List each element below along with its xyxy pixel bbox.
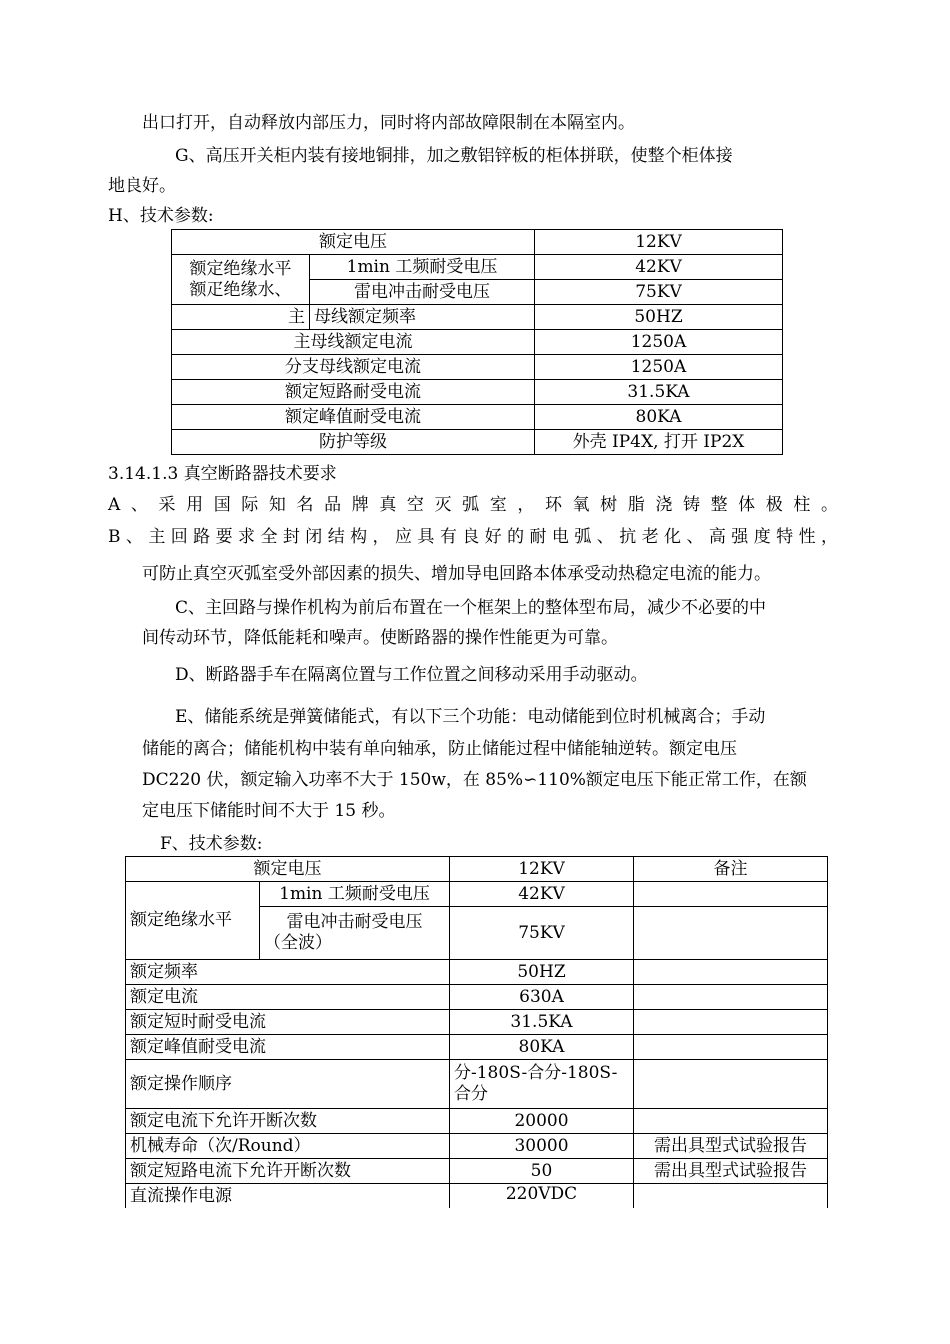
- table-cell: 42KV: [535, 255, 783, 280]
- paragraph-grounding-2: 地良好。: [108, 176, 176, 196]
- insulation-label-line1: 额定绝缘水平: [189, 258, 292, 279]
- table-row: [126, 1184, 828, 1209]
- heading-tech-params-h: H、技术参数:: [108, 206, 214, 226]
- table-cell: 备注: [634, 857, 828, 882]
- table-cell: [450, 1060, 634, 1109]
- table-row: [126, 985, 828, 1010]
- table-cell: 31.5KA: [535, 380, 783, 405]
- table-cell: 220VDC: [450, 1184, 634, 1209]
- table-cell: [634, 1010, 828, 1035]
- table-cell: 50HZ: [450, 960, 634, 985]
- table-cell: 额定电压: [172, 230, 535, 255]
- table-cell: 额定峰值耐受电流: [172, 405, 535, 430]
- table-cell: [634, 907, 828, 960]
- table-cell: 630A: [450, 985, 634, 1010]
- table-row: [172, 430, 783, 455]
- table-cell: [634, 882, 828, 907]
- table-cell: 50: [450, 1159, 634, 1184]
- table-cell: [634, 1109, 828, 1134]
- table-row: [126, 882, 828, 907]
- table-cell: 额定电流下允许开断次数: [126, 1109, 450, 1134]
- item-e-line1: E、储能系统是弹簧储能式，有以下三个功能：电动储能到位时机械离合；手动: [175, 707, 766, 727]
- table-cell: 额定绝缘水平: [126, 882, 260, 960]
- table-cell: 额定短路耐受电流: [172, 380, 535, 405]
- table-cell: 75KV: [450, 907, 634, 960]
- table-cell: [634, 960, 828, 985]
- table-cell: 分支母线额定电流: [172, 355, 535, 380]
- table-cell: 1250A: [535, 355, 783, 380]
- table-cell: [634, 1060, 828, 1109]
- paragraph-grounding-1: G、高压开关柜内装有接地铜排，加之敷铝锌板的柜体拼联，使整个柜体接: [175, 146, 733, 166]
- op-seq-line1: 分-180S-合分-180S-: [454, 1063, 618, 1083]
- table-cell: 80KA: [535, 405, 783, 430]
- table-row: [126, 1010, 828, 1035]
- table-cell: 直流操作电源: [126, 1184, 450, 1209]
- breaker-tech-table: [125, 856, 828, 1208]
- switchgear-tech-table: [171, 229, 783, 455]
- table-row: [172, 380, 783, 405]
- table-cell: [634, 1184, 828, 1209]
- table-cell: 外壳 IP4X, 打开 IP2X: [535, 430, 783, 455]
- item-d: D、断路器手车在隔离位置与工作位置之间移动采用手动驱动。: [175, 665, 648, 685]
- table-cell: 防护等级: [172, 430, 535, 455]
- table-cell: 雷电冲击耐受电压: [310, 280, 535, 305]
- table-row: [126, 1035, 828, 1060]
- table-row: [172, 230, 783, 255]
- table-cell: [634, 1035, 828, 1060]
- table-cell: 50HZ: [535, 305, 783, 330]
- table-cell: 额定电压: [126, 857, 450, 882]
- table-cell: 额定操作顺序: [126, 1060, 450, 1109]
- table-row: [172, 255, 783, 280]
- table-cell-insulation-label: [172, 255, 310, 305]
- table-row: [172, 330, 783, 355]
- table-row: [126, 1159, 828, 1184]
- table-row: [172, 405, 783, 430]
- table-row: [126, 857, 828, 882]
- item-a: A、采用国际知名品牌真空灭弧室，环氧树脂浇铸整体极柱。: [108, 495, 838, 515]
- item-e-line2: 储能的离合；储能机构中装有单向轴承，防止储能过程中储能轴逆转。额定电压: [142, 739, 737, 759]
- paragraph-pressure-release: 出口打开，自动释放内部压力，同时将内部故障限制在本隔室内。: [142, 113, 635, 133]
- table-cell: 80KA: [450, 1035, 634, 1060]
- table-cell: 额定短路电流下允许开断次数: [126, 1159, 450, 1184]
- item-b-line1: B、主回路要求全封闭结构，应具有良好的耐电弧、抗老化、高强度特性，: [108, 527, 838, 547]
- table-row: [172, 355, 783, 380]
- table-cell: 31.5KA: [450, 1010, 634, 1035]
- table-cell: 75KV: [535, 280, 783, 305]
- item-c-line2: 间传动环节，降低能耗和噪声。使断路器的操作性能更为可靠。: [142, 628, 618, 648]
- table-cell: 1250A: [535, 330, 783, 355]
- insulation-label-line2: 额疋绝缘水、: [189, 279, 292, 300]
- table-row: [126, 1109, 828, 1134]
- item-e-line3: DC220 伏，额定输入功率不大于 150w，在 85%∽110%额定电压下能正常工作，在额: [142, 770, 807, 790]
- table-cell: 12KV: [535, 230, 783, 255]
- table-cell: 1min 工频耐受电压: [260, 882, 450, 907]
- table-cell: 额定短时耐受电流: [126, 1010, 450, 1035]
- heading-tech-params-f: F、技术参数:: [160, 834, 263, 854]
- table-cell: 额定峰值耐受电流: [126, 1035, 450, 1060]
- table-cell: 20000: [450, 1109, 634, 1134]
- table-row: [126, 1060, 828, 1109]
- table-cell: [634, 985, 828, 1010]
- table-row: [126, 960, 828, 985]
- lightning-label-line2: （全波）: [264, 933, 332, 953]
- item-c-line1: C、主回路与操作机构为前后布置在一个框架上的整体型布局，减少不必要的中: [175, 598, 767, 618]
- table-cell: 30000: [450, 1134, 634, 1159]
- lightning-label-line1: 雷电冲击耐受电压: [286, 912, 423, 932]
- table-cell: 主: [172, 305, 310, 330]
- op-seq-line2: 合分: [454, 1084, 488, 1104]
- table-cell: [260, 907, 450, 960]
- table-cell: 12KV: [450, 857, 634, 882]
- table-cell: 1min 工频耐受电压: [310, 255, 535, 280]
- table-cell: 主母线额定电流: [172, 330, 535, 355]
- table-cell: 母线额定频率: [310, 305, 535, 330]
- table-cell: 需出具型式试验报告: [634, 1159, 828, 1184]
- table-cell: 机械寿命（次/Round）: [126, 1134, 450, 1159]
- table-cell: 额定频率: [126, 960, 450, 985]
- item-b-line2: 可防止真空灭弧室受外部因素的损失、增加导电回路本体承受动热稳定电流的能力。: [142, 564, 771, 584]
- table-row: [126, 1134, 828, 1159]
- item-e-line4: 定电压下储能时间不大于 15 秒。: [142, 801, 396, 821]
- table-cell: 42KV: [450, 882, 634, 907]
- section-title-vacuum-breaker: 3.14.1.3 真空断路器技术要求: [108, 464, 337, 484]
- table-cell: 额定电流: [126, 985, 450, 1010]
- table-cell: 需出具型式试验报告: [634, 1134, 828, 1159]
- table-row: [172, 305, 783, 330]
